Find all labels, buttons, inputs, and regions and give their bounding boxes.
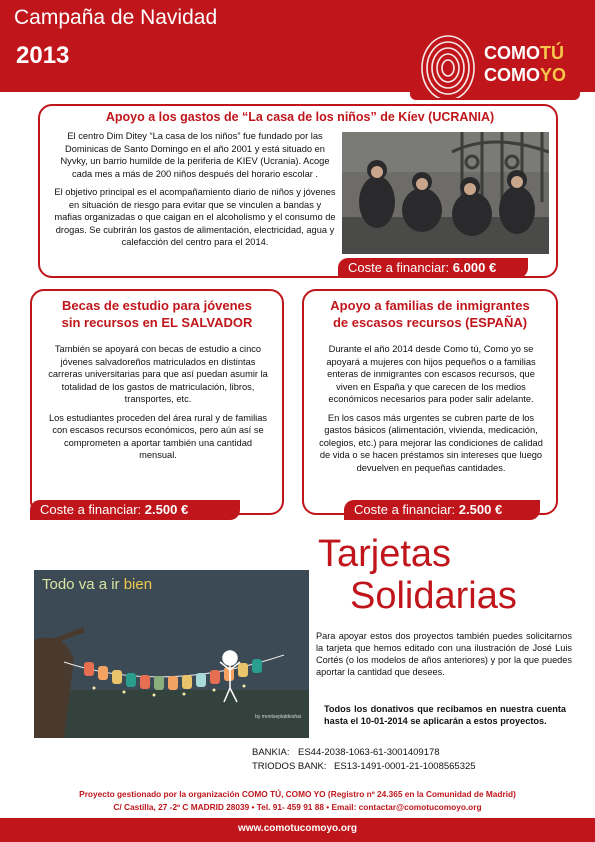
project-salvador-cost: Coste a financiar: 2.500 €	[30, 500, 240, 520]
solidarity-cards-deadline: Todos los donativos que recibamos en nuestra cuenta hasta el 10-01-2014 se aplicarán a estos proyectos.	[324, 704, 566, 726]
project-spain-box	[302, 289, 558, 515]
project-kiev-cost: Coste a financiar: 6.000 €	[338, 258, 528, 278]
footer-contact: C/ Castilla, 27 -2º C MADRID 28039 • Tel. 91- 459 91 88 • Email: contactar@comotucomoyo.org	[113, 802, 482, 812]
website-link[interactable]: www.comotucomoyo.org	[237, 823, 358, 834]
project-kiev-text: El centro Dim Ditey “La casa de los niños” fue fundado por las Dominicas de Santo Domingo en el año 2001 y está situado en Nyvky, un barrio humilde de la periferia de KIEV (Ucrania). Acoge cada mes a más de 200 niños después del horario escolar . El objetivo principal es el acompañamiento diario de niños y jóvenes en situación de riesgo para evitar que se vinculen a bandas y mafias organizadas o que caigan en el alcoholismo y el consumo de drogas. Se cubrirán los gastos de alimentación, electricidad, agua y calefacción del centro para el 2014.	[54, 131, 336, 247]
bank-accounts	[252, 746, 476, 774]
project-salvador-box	[30, 289, 284, 515]
footer-organization: Proyecto gestionado por la organización COMO TÚ, COMO YO (Registro nº 24.365 en la Comunidad de Madrid)	[79, 789, 516, 799]
bank-account-row: TRIODOS BANK: ES13-1491-0001-21-1008565325	[252, 761, 476, 772]
campaign-title: Campaña de Navidad	[14, 6, 218, 29]
project-salvador-text: También se apoyará con becas de estudio a cinco jóvenes salvadoreños matriculados en distintas carreras universitarias para que así puedan asumir la totalidad de los gastos de matriculación, libros, transportes, etc. Los estudiantes proceden del área rural y de familias con escasos recursos económicos, pero aún así se comprometen a aportar también una cantidad mensual.	[48, 344, 268, 460]
logo	[410, 30, 580, 100]
bank-account-row: BANKIA: ES44-2038-1063-61-3001409178	[252, 747, 440, 758]
solidarity-cards-heading: Tarjetas Solidarias	[318, 533, 517, 617]
project-spain-title: Apoyo a familias de inmigrantes de escasos recursos (ESPAÑA)	[330, 298, 530, 330]
children-photo	[342, 132, 549, 254]
card-credit: by montseplatdeshai	[255, 714, 301, 720]
project-kiev-title: Apoyo a los gastos de “La casa de los niños” de Kíev (UCRANIA)	[105, 110, 495, 124]
project-spain-text: Durante el año 2014 desde Como tú, Como yo se apoyará a mujeres con hijos pequeños o a familias enteras de inmigrantes con escasos recursos, que viven en España y que carecen de los medios económicos necesarios para poder salir adelante. En los casos más urgentes se cubren parte de los gastos básicos (alimentación, vivienda, medicación, colegios, etc.) para mejorar las condiciones de calidad de vida o se hacen préstamos sin intereses que luego devuelven en pequeñas cantidades.	[319, 344, 543, 473]
card-title: Todo va a ir bien	[42, 576, 153, 593]
project-salvador-title: Becas de estudio para jóvenes sin recursos en EL SALVADOR	[61, 298, 253, 330]
fingerprint-icon	[414, 32, 484, 98]
solidarity-cards-text: Para apoyar estos dos proyectos también puedes solicitarnos la tarjeta que hemos editado con una ilustración de José Luis Cortés (o los modelos de años anteriores) y por la que puedes aportar la cantidad que desees.	[316, 631, 572, 677]
christmas-card-illustration	[34, 570, 309, 738]
footer-band	[0, 818, 595, 842]
logo-wordmark: COMOTÚ COMOYO	[484, 43, 567, 85]
campaign-year: 2013	[16, 42, 70, 69]
project-spain-cost: Coste a financiar: 2.500 €	[344, 500, 540, 520]
